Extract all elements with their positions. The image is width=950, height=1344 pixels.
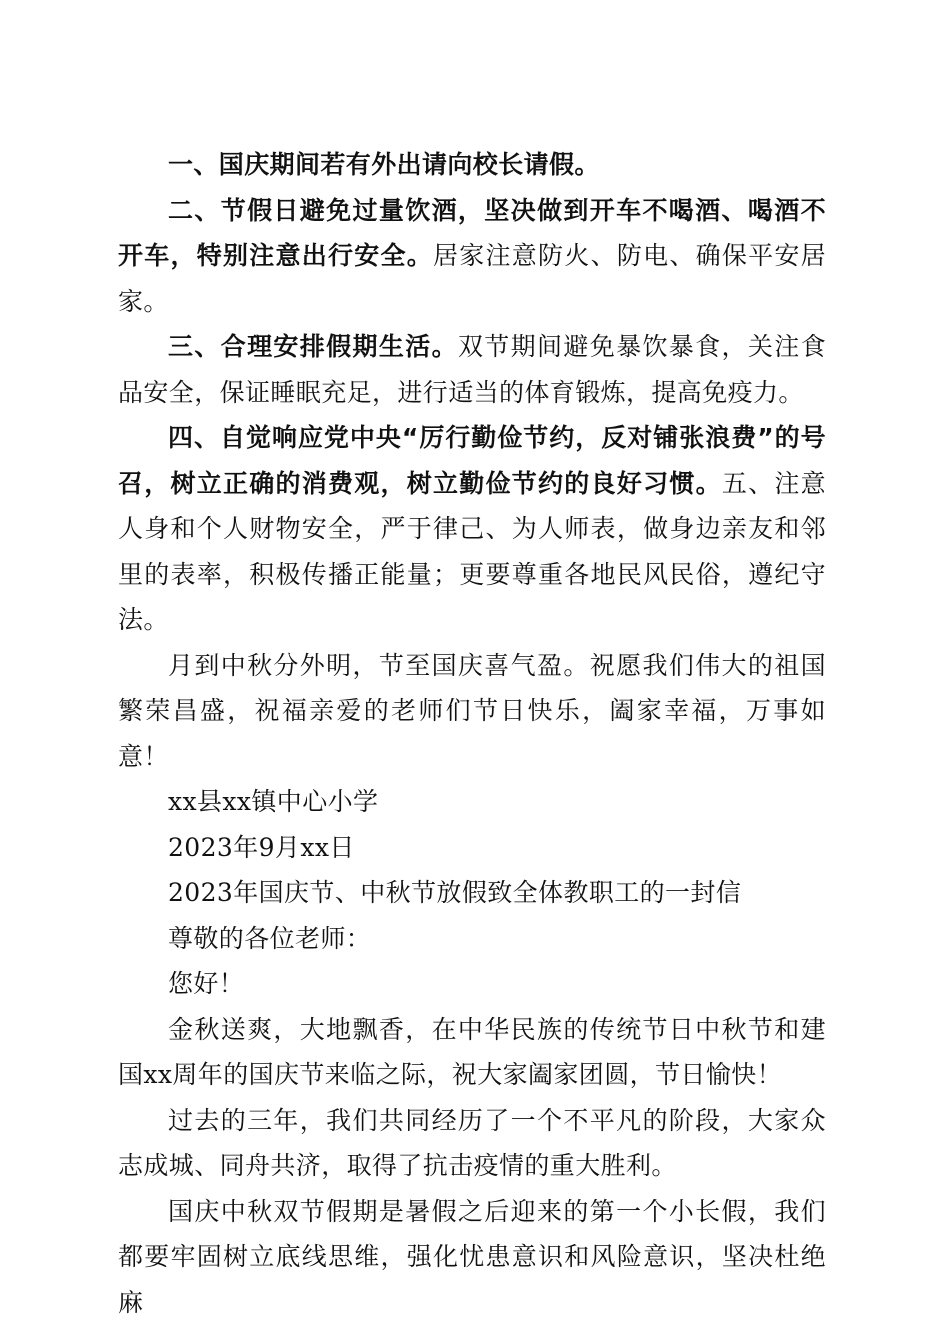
paragraph-3-text: 双节期间避免暴饮暴食，关注食品安全，保证睡眠充足，进行适当的体育锻炼，提高免疫力。	[118, 332, 826, 407]
date: 2023年9月xx日	[168, 832, 355, 862]
paragraph-2-text: 居家注意防火、防电、确保平安居家。	[118, 241, 826, 316]
paragraph-3-bold: 三、合理安排假期生活。	[168, 332, 458, 361]
paragraph-1-bold: 一、国庆期间若有外出请向校长请假。	[168, 150, 600, 179]
document-body	[118, 142, 826, 1325]
paragraph-5: 月到中秋分外明，节至国庆喜气盈。祝愿我们伟大的祖国繁荣昌盛，祝福亲爱的老师们节日快乐，阖家幸福，万事如意！	[118, 650, 826, 771]
paragraph-4-bold: 四、自觉响应党中央“厉行勤俭节约，反对铺张浪费”的号召，树立正确的消费观，树立勤俭节约的良好习惯。	[118, 423, 826, 498]
salutation: 尊敬的各位老师：	[168, 923, 372, 953]
paragraph-8: 国庆中秋双节假期是暑假之后迎来的第一个小长假，我们都要牢固树立底线思维，强化忧患意识和风险意识，坚决杜绝麻	[118, 1196, 826, 1317]
paragraph-4-text: 五、注意人身和个人财物安全，严于律己、为人师表，做身边亲友和邻里的表率，积极传播正能量；更要尊重各地民风民俗，遵纪守法。	[118, 468, 827, 634]
paragraph-6: 金秋送爽，大地飘香，在中华民族的传统节日中秋节和建国xx周年的国庆节来临之际，祝大家阖家团圆，节日愉快！	[118, 1014, 826, 1089]
paragraph-4	[118, 415, 826, 643]
paragraph-2	[118, 188, 826, 325]
paragraph-2-bold: 二、节假日避免过量饮酒，坚决做到开车不喝酒、喝酒不开车，特别注意出行安全。	[118, 195, 826, 270]
signature: xx县xx镇中心小学	[168, 787, 379, 816]
greeting: 您好！	[168, 969, 245, 998]
paragraph-7: 过去的三年，我们共同经历了一个不平凡的阶段，大家众志成城、同舟共济，取得了抗击疫情的重大胜利。	[118, 1105, 826, 1180]
letter-title: 2023年国庆节、中秋节放假致全体教职工的一封信	[168, 878, 742, 907]
paragraph-1	[118, 142, 826, 188]
paragraph-3	[118, 324, 826, 415]
